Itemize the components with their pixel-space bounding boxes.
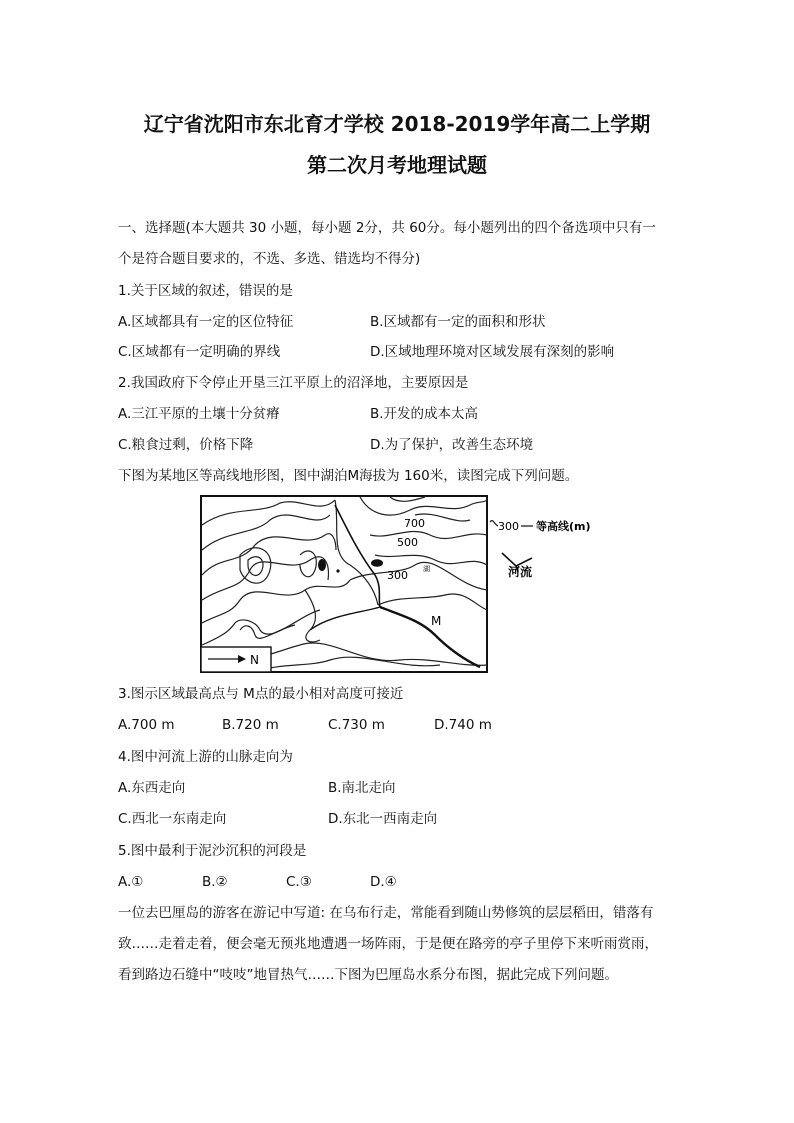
question-3-option-b: B.720 m — [222, 717, 279, 733]
page-title-line2: 第二次月考地理试题 — [307, 153, 487, 177]
contour-label-300: 300 — [387, 569, 408, 582]
map-legend — [488, 508, 618, 588]
question-3-option-d: D.740 m — [434, 717, 492, 733]
question-4-option-c: C.西北一东南走向 — [118, 811, 227, 827]
question-5-option-a: A.① — [118, 874, 144, 890]
passage-line3: 看到路边石缝中“吱吱”地冒热气……下图为巴厘岛水系分布图，据此完成下列问题。 — [118, 967, 618, 983]
point-marker — [336, 569, 339, 572]
page-title-line1: 辽宁省沈阳市东北育才学校 2018-2019学年高二上学期 — [143, 112, 651, 136]
passage-line1: 一位去巴厘岛的游客在游记中写道: 在乌布行走，常能看到随山势修筑的层层稻田，错落有 — [118, 905, 654, 921]
contour-label-500: 500 — [397, 536, 418, 549]
question-2-option-c: C.粮食过剩，价格下降 — [118, 437, 254, 453]
question-1-stem: 1.关于区域的叙述，错误的是 — [118, 283, 293, 299]
question-4-stem: 4.图中河流上游的山脉走向为 — [118, 749, 293, 765]
question-5-option-b: B.② — [202, 874, 228, 890]
question-5-stem: 5.图中最利于泥沙沉积的河段是 — [118, 843, 307, 859]
lake-marker — [371, 559, 383, 567]
question-1-option-a: A.区域都具有一定的区位特征 — [118, 314, 294, 330]
question-2-option-a: A.三江平原的土壤十分贫瘠 — [118, 406, 280, 422]
question-3-option-c: C.730 m — [328, 717, 385, 733]
peak-marker — [318, 559, 326, 571]
north-label: N — [250, 653, 259, 667]
passage-line2: 致……走着走着，便会毫无预兆地遭遇一场阵雨，于是便在路旁的亭子里停下来听雨赏雨， — [118, 936, 658, 952]
contour-map — [200, 495, 488, 673]
question-2-option-d: D.为了保护，改善生态环境 — [370, 437, 534, 453]
question-2-stem: 2.我国政府下令停止开垦三江平原上的沼泽地，主要原因是 — [118, 375, 469, 391]
question-1-option-d: D.区域地理环境对区域发展有深刻的影响 — [370, 344, 615, 360]
question-4-option-d: D.东北一西南走向 — [328, 811, 438, 827]
lake-label: 湖 — [423, 565, 430, 573]
question-3-stem: 3.图示区域最高点与 M点的最小相对高度可接近 — [118, 686, 404, 702]
legend-contour-value: 300 — [498, 520, 519, 533]
question-4-option-b: B.南北走向 — [328, 780, 396, 796]
point-m-label: M — [431, 614, 442, 628]
legend-river-label: 河流 — [508, 565, 533, 579]
contour-label-700: 700 — [404, 517, 425, 530]
section-intro-line1: 一、选择题(本大题共 30 小题，每小题 2分，共 60分。每小题列出的四个备选项中只有一 — [118, 220, 656, 236]
section-intro-line2: 个是符合题目要求的，不选、多选、错选均不得分) — [118, 251, 421, 267]
question-4-option-a: A.东西走向 — [118, 780, 186, 796]
question-1-option-b: B.区域都有一定的面积和形状 — [370, 314, 546, 330]
legend-contour-icon — [490, 521, 498, 526]
question-2-option-b: B.开发的成本太高 — [370, 406, 479, 422]
question-5-option-c: C.③ — [286, 874, 312, 890]
question-1-option-c: C.区域都有一定明确的界线 — [118, 344, 281, 360]
question-5-option-d: D.④ — [370, 874, 397, 890]
map-intro: 下图为某地区等高线地形图，图中湖泊M海拔为 160米，读图完成下列问题。 — [118, 468, 579, 484]
question-3-option-a: A.700 m — [118, 717, 175, 733]
legend-contour-label: 等高线(m) — [536, 520, 591, 533]
